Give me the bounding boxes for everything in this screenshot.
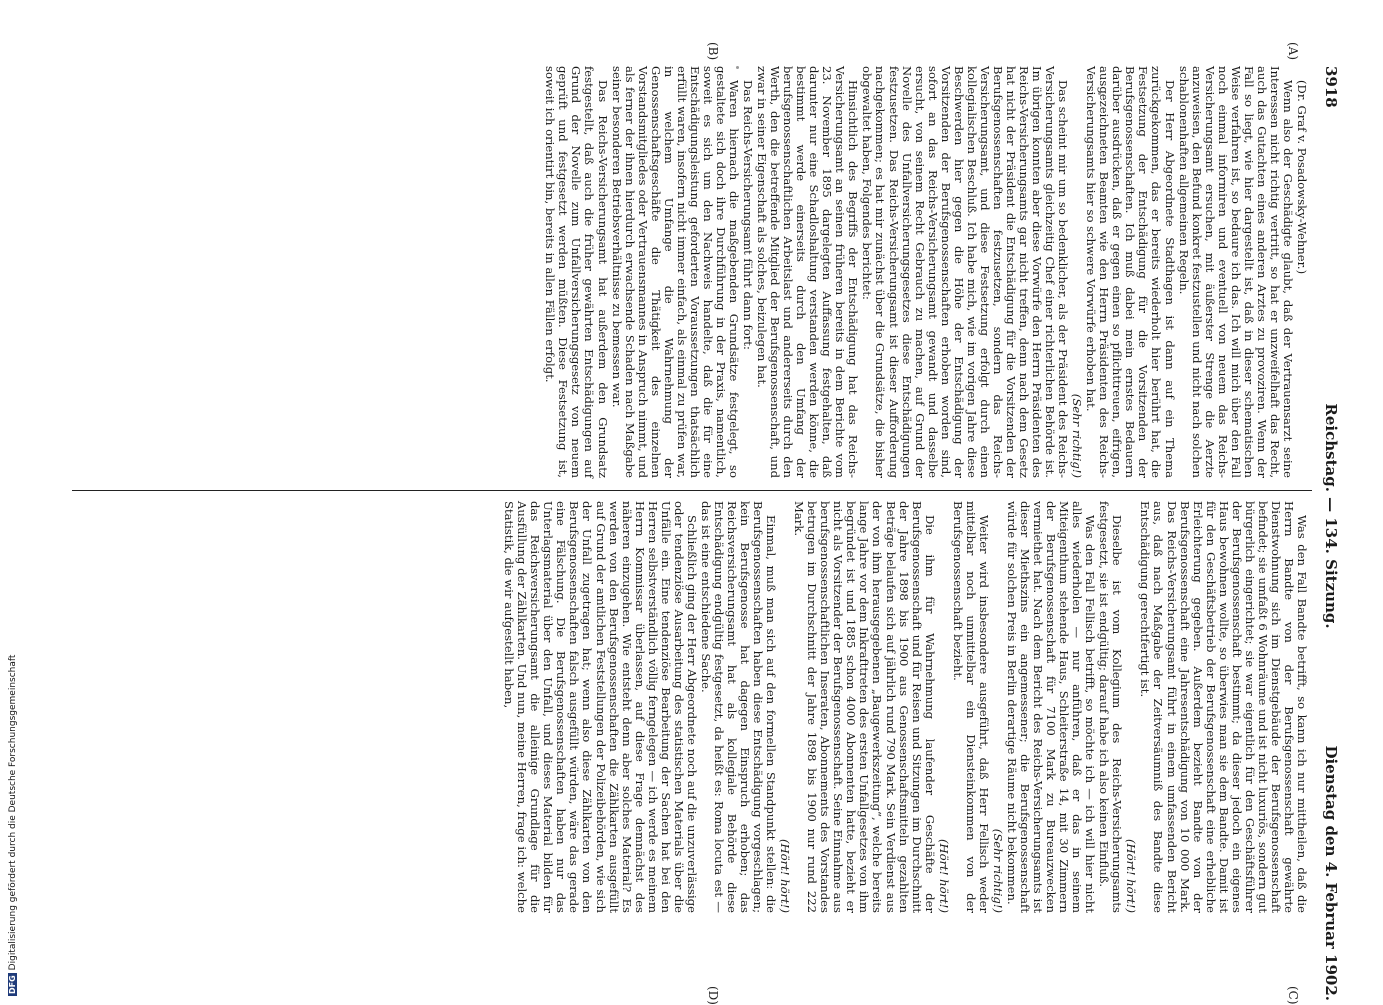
interjection: (Hört! hört!)	[778, 839, 793, 913]
paragraph: Das Reichs-Versicherungsamt hat außerdem den Grundsatz festgestellt, daß auch die früher gewährten Entschädigungen auf Grund der Novelle zum Unfallversicherungsgesetz von neuem geprüft und festgesetzt werden müßten. Diese Festsetzung ist, soweit ich orientirt bin, bereits in allen Fällen erfolgt.	[543, 66, 610, 478]
session-title: Reichstag. — 134. Sitzung.	[1322, 403, 1340, 629]
credit-text: Digitalisierung gefördert durch die Deutsche Forschungsgemeinschaft	[8, 654, 18, 971]
paragraph: Wenn also der Geschädigte glaubt, daß der Vertrauensarzt seine Interessen nicht richtig vertritt, so hat er unzweifelhaft das Recht, auch das Gutachten eines anderen Arztes zu provoziren. Wenn der Fall so liegt, wie hier dargestellt ist, daß in dieser schematischen Weise verfahren ist, so bedaure ich das. Ich will mich über den Fall noch einmal informiren und eventuell von neuem das Reichs-Versicherungsamt ersuchen, mit äußerster Strenge die Aerzte anzuweisen, den Befund konkret festzustellen und nicht nach solchen schablonenhaften allgemeinen Regeln.	[1176, 66, 1295, 478]
paragraph: Was den Fall Bandte betrifft, so kann ich nur mittheilen, daß die Herrn Bandte von der Berufsgenossenschaft gewährte Dienstwohnung sich im Dienstgebäude der Berufsgenossenschaft befindet; sie umfaßt 6 Wohnräume und ist nicht luxuriös, sondern gut bürgerlich eingerichtet; sie war eigentlich für den Geschäftsführer der Berufsgenossenschaft bestimmt; da dieser jedoch ein eigenes Haus bewohnen wollte, so überwies man sie dem Bandte. Damit ist für den Geschäftsbetrieb der Berufsgenossenschaft eine erhebliche Erleichterung gegeben. Außerdem bezieht Bandte von der Berufsgenossenschaft eine Jahresentschädigung von 10 000 Mark. Das Reichs-Versicherungsamt führt in einem umfassenden Bericht aus, daß nach Maßgabe der Zeitversäumniß des Bandte diese Entschädigung gerechtfertigt ist.	[1138, 501, 1309, 913]
column-divider	[72, 490, 1312, 491]
rotated-document-page	[65, 42, 1340, 1005]
dfg-logo: DFG	[8, 975, 17, 994]
paragraph: Das Reichs-Versicherungsamt führt dann fort:	[741, 80, 756, 350]
page-header	[1316, 66, 1340, 1001]
paragraph: Weiter wird insbesondere ausgeführt, daß Herr Fellisch weder mittelbar noch unmittelbar ein Diensteinkommen von der Berufsgenossenschaft bezieht.	[950, 501, 991, 913]
paragraph: Der Herr Abgeordnete Stadthagen ist dann auf ein Thema zurückgekommen, das er bereits wiederholt hier berührt hat, die Festsetzung der Entschädigung für die Vorsitzenden der Berufsgenossenschaften. Ich muß dabei mein ernstes Bedauern darüber ausdrücken, daß er gegen einen so pflichttreuen, eifrigen, ausgezeichneten Beamten wie den Herrn Präsidenten des Reichs-Versicherungsamts hier so schwere Vorwürfe erhoben hat.	[1084, 66, 1177, 478]
paragraph: Einmal, muß man sich auf den formellen Standpunkt stellen: die Berufsgenossenschaften haben diese Entschädigung vorgeschlagen; kein Berufsgenosse hat dagegen Einspruch erhoben; das Reichsversicherungsamt hat als kollegiale Behörde diese Entschädigung endgültig festgesetzt, da heißt es: Roma locuta est — das ist eine entschiedene Sache.	[698, 501, 779, 913]
interjection: (Hört! hört!)	[1124, 839, 1139, 913]
page-number: 3918	[1322, 66, 1340, 108]
margin-marker-b: (B)	[706, 42, 720, 61]
margin-marker-a: (A)	[1286, 42, 1300, 61]
margin-marker-c: (C)	[1286, 986, 1300, 1005]
right-column	[501, 501, 1308, 913]
speaker-line: (Dr. Graf v. Posadowsky-Wehner.)	[1295, 80, 1309, 275]
left-column	[542, 66, 1308, 478]
digitization-credit	[8, 655, 18, 996]
interjection: (Hört! hört!)	[936, 839, 951, 913]
interjection: (Sehr richtig!)	[1070, 393, 1085, 478]
paragraph: Dieselbe ist vom Kollegium des Reichs-Versicherungsamts festgesetzt, sie ist endgültig; darauf habe ich also keinen Einfluß.	[1097, 501, 1125, 913]
session-date: Dienstag den 4. Februar 1902.	[1322, 745, 1340, 1001]
paragraph: Hinsichtlich des Begriffs der Entschädigung hat das Reichs-Versicherungsamt an seinen früheren bereits in dem Berichte vom 23. November 1895 dargelegten Auffassung festgehalten, daß darunter nur eine Schadloshaltung verstanden werden könne, die bestimmt werde einerseits durch den Umfang der berufsgenossenschaftlichen Arbeitslast und andererseits durch den Werth, den die betreffende Mitglied der Berufsgenossenschaft, und zwar in seiner Eigenschaft als solches, beizulegen hat.	[755, 66, 861, 478]
paragraph: Was den Fall Fellisch betrifft, so möchte ich — ich will hier nicht alles wiederholen — nur anführen, daß er das in seinem Miteigenthum stehende Haus, Schleiterstraße 14, mit 30 Zimmern der Berufsgenossenschaft für 7100 Mark zu Bureauzwecken vermiethet hat. Nach dem Bericht des Reichs-Versicherungsamts ist dieser Miethszins ein angemessener; die Berufsgenossenschaft würde für solchen Preis in Berlin derartige Räume nicht bekommen.	[1004, 501, 1098, 913]
paragraph: Das scheint mir um so bedenklicher, als der Präsident des Reichs-Versicherungsamts gleichzeitig Chef einer richterlichen Behörde ist. Im übrigen konnten aber diese Vorwürfe den Herrn Präsidenten des Reichs-Versicherungsamts gar nicht treffen, denn nach dem Gesetz hat nicht der Präsident die Entschädigung für die Vorsitzenden der Berufsgenossenschaften festzusetzen, sondern das Reichs-Versicherungsamt, und diese Festsetzung erfolgt durch einen kollegialischen Beschluß. Ich habe mich, wie im vorigen Jahre diese Beschwerden hier gegen die Höhe der Entschädigung der Vorsitzenden der Berufsgenossenschaften erhoben worden sind, sofort an das Reichs-Versicherungsamt gewandt und dasselbe ersucht, von seinem Recht Gebrauch zu machen, auf Grund der Novelle des Unfallversicherungsgesetzes diese Entschädigungen festzusetzen. Das Reichs-Versicherungsamt ist dieser Aufforderung nachgekommen; es hat mir zunächst über die Grundsätze, die bisher obgewaltet haben, Folgendes berichtet:	[860, 66, 1071, 478]
paragraph: Die ihm für Wahrnehmung laufender Geschäfte der Berufsgenossenschaft und für Reisen und Sitzungen im Durchschnitt der Jahre 1898 bis 1900 aus Genossenschaftsmitteln gezahlten Beträge belaufen sich auf jährlich rund 790 Mark. Sein Verdienst aus der von ihm herausgegebenen „Baugewerkszeitung“, welche bereits lange Jahre vor dem Inkrafttreten des ersten Unfallgesetzes von ihm begründet ist und 1885 schon 4000 Abonnenten hatte, bezieht er nicht als Vorsitzender der Berufsgenossenschaft. Seine Einnahme aus berufsgenossenschaftlichen Inseraten, Abonnements des Vorstandes betrugen im Durchschnitt der Jahre 1898 bis 1900 nur rund 222 Mark.	[792, 501, 937, 913]
interjection: (Sehr richtig!)	[990, 828, 1005, 913]
paragraph: Schließlich ging der Herr Abgeordnete noch auf die unzuverlässige oder tendenziöse Ausarbeitung des statistischen Materials über die Unfälle ein. Eine tendenziöse Bearbeitung der Sachen hat bei den Herren selbstverständlich völlig ferngelegen — ich werde es meinem Herrn Kommissar überlassen, auf diese Frage demnächst des näheren einzugehen. Wie entsteht denn aber solches Material? Es werden von den Berufsgenossenschaften die Zählkarten ausgefüllt auf Grund der amtlichen Feststellungen der Polizeibehörden, wie sich der Unfall zugetragen hat; wenn also diese Zählkarten von den Berufsgenossenschaften falsch ausgefüllt würden, wäre das gerade eine Fälschung. Die Berufsgenossenschaften haben nur das Unterlagsmaterial über den Unfall, und dieses Material bilden für das Reichsversicherungsamt die alleinige Grundlage für die Ausfüllung der Zählkarten. Und nun, meine Herren, frage ich: welche Statistik, die wir aufgestellt haben,	[502, 501, 699, 913]
paragraph: Waren hiernach die maßgebenden Grundsätze festgelegt, so gestaltete sich doch ihre Durchführung in der Praxis, namentlich, soweit es sich um den Nachweis handelte, daß die für eine Entschädigungsleistung geforderten Voraussetzungen thatsächlich erfüllt waren, insofern nicht immer einfach, als einmal zu prüfen war, in welchem Umfange die Wahrnehmung der Genossenschaftsgeschäfte die Thätigkeit des einzelnen Vorstandsmitgliedes oder Vertrauensmannes in Anspruch nimmt, und als ferner der ihnen hierdurch erwachsende Schaden nach Maßgabe seiner besonderen Betriebsverhältnisse zu bemessen war.	[609, 66, 741, 478]
margin-marker-d: (D)	[706, 986, 720, 1005]
